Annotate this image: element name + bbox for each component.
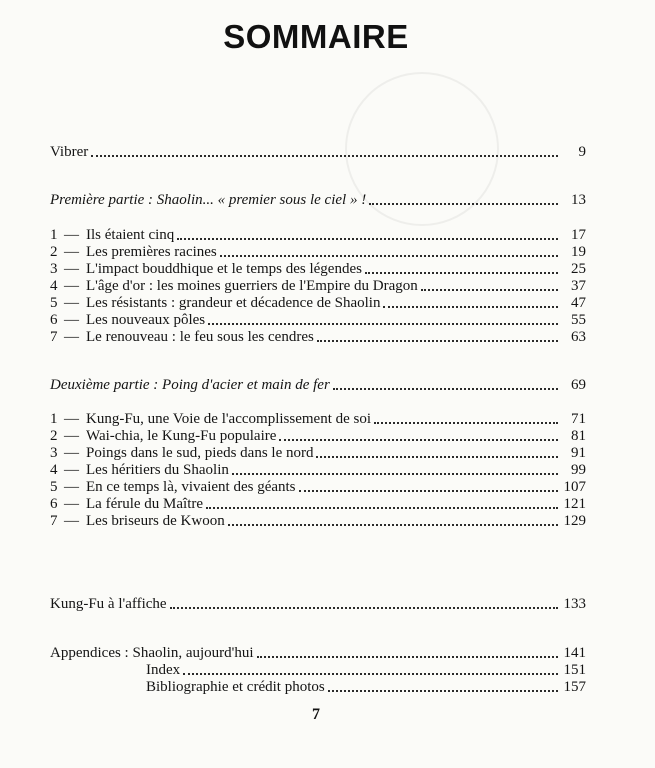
toc-part-page: 13	[571, 192, 586, 208]
toc-chapter-label: En ce temps là, vivaient des géants	[86, 479, 296, 495]
toc-chapter[interactable]: 7 — Les briseurs de Kwoon 129	[50, 513, 586, 529]
toc-entry-bibliographie[interactable]	[50, 678, 586, 697]
toc-chapter[interactable]: 4 — Les héritiers du Shaolin 99	[50, 462, 586, 478]
toc-chapter-page: 121	[563, 496, 586, 512]
toc-entry-label: Kung-Fu à l'affiche	[50, 596, 167, 612]
toc-chapter-page: 81	[571, 428, 586, 444]
toc-entry-page: 157	[563, 679, 586, 695]
toc-chapter-label: Les héritiers du Shaolin	[86, 462, 229, 478]
toc-chapter[interactable]: 6 — La férule du Maître 121	[50, 496, 586, 512]
toc-entry-label: Appendices : Shaolin, aujourd'hui	[50, 645, 254, 661]
toc-chapter[interactable]: 5 — Les résistants : grandeur et décadence de Shaolin 47	[50, 295, 586, 311]
toc-chapter-label: Kung-Fu, une Voie de l'accomplissement de soi	[86, 411, 372, 427]
toc-chapter-page: 37	[571, 278, 586, 294]
toc-chapter-label: Poings dans le sud, pieds dans le nord	[86, 445, 314, 461]
toc-chapter-page: 17	[571, 227, 586, 243]
toc-chapter[interactable]: 3 — Poings dans le sud, pieds dans le nord 91	[50, 445, 586, 461]
toc-chapter-label: Le renouveau : le feu sous les cendres	[86, 329, 314, 345]
toc-chapter-page: 107	[563, 479, 586, 495]
toc-entry-label: Bibliographie et crédit photos	[146, 679, 325, 695]
toc-chapter[interactable]: 1 — Kung-Fu, une Voie de l'accomplissement de soi 71	[50, 411, 586, 427]
toc-chapter[interactable]: 2 — Les premières racines 19	[50, 244, 586, 260]
toc-chapter-label: Wai-chia, le Kung-Fu populaire	[86, 428, 277, 444]
toc-chapter-label: Ils étaient cinq	[86, 227, 175, 243]
toc-entry-label: Vibrer	[50, 144, 89, 160]
toc-chapter[interactable]: 7 — Le renouveau : le feu sous les cendres 63	[50, 329, 586, 345]
toc-part-1[interactable]	[50, 191, 586, 210]
toc-part-label: Deuxième partie : Poing d'acier et main de fer	[50, 377, 330, 393]
toc-chapter-page: 19	[571, 244, 586, 260]
toc-part-page: 69	[571, 377, 586, 393]
toc-chapter-label: L'âge d'or : les moines guerriers de l'Empire du Dragon	[86, 278, 418, 294]
toc-entry-label: Index	[146, 662, 181, 678]
toc-chapter-page: 47	[571, 295, 586, 311]
toc-chapter-page: 129	[563, 513, 586, 529]
toc-part-2[interactable]	[50, 376, 586, 395]
toc-chapter-page: 99	[571, 462, 586, 478]
toc-entry-page: 9	[578, 144, 586, 160]
toc-entry-affiche[interactable]	[50, 595, 586, 614]
toc-chapter-label: Les premières racines	[86, 244, 217, 260]
toc-part-label: Première partie : Shaolin... « premier sous le ciel » !	[50, 192, 367, 208]
page-number: 7	[312, 706, 320, 723]
toc-chapter-label: Les résistants : grandeur et décadence de Shaolin	[86, 295, 381, 311]
toc-chapter-label: Les nouveaux pôles	[86, 312, 206, 328]
toc-chapter[interactable]: 6 — Les nouveaux pôles 55	[50, 312, 586, 328]
toc-chapter[interactable]: 1 — Ils étaient cinq 17	[50, 227, 586, 243]
toc-chapter-label: Les briseurs de Kwoon	[86, 513, 225, 529]
toc-entry-page: 141	[563, 645, 586, 661]
toc-entry-page: 133	[563, 596, 586, 612]
toc-chapter[interactable]: 3 — L'impact bouddhique et le temps des légendes 25	[50, 261, 586, 277]
toc-chapter[interactable]: 2 — Wai-chia, le Kung-Fu populaire 81	[50, 428, 586, 444]
toc-chapter-page: 71	[571, 411, 586, 427]
toc-chapter[interactable]: 5 — En ce temps là, vivaient des géants 107	[50, 479, 586, 495]
toc-chapter-page: 91	[571, 445, 586, 461]
toc-chapter-page: 55	[571, 312, 586, 328]
toc-chapter-page: 25	[571, 261, 586, 277]
toc-chapter-label: La férule du Maître	[86, 496, 204, 512]
toc-entry-page: 151	[563, 662, 586, 678]
toc-entry-intro[interactable]	[50, 143, 586, 162]
toc-chapter-label: L'impact bouddhique et le temps des légendes	[86, 261, 362, 277]
page-title: SOMMAIRE	[223, 18, 409, 55]
toc-chapter[interactable]: 4 — L'âge d'or : les moines guerriers de l'Empire du Dragon 37	[50, 278, 586, 294]
toc-chapter-page: 63	[571, 329, 586, 345]
